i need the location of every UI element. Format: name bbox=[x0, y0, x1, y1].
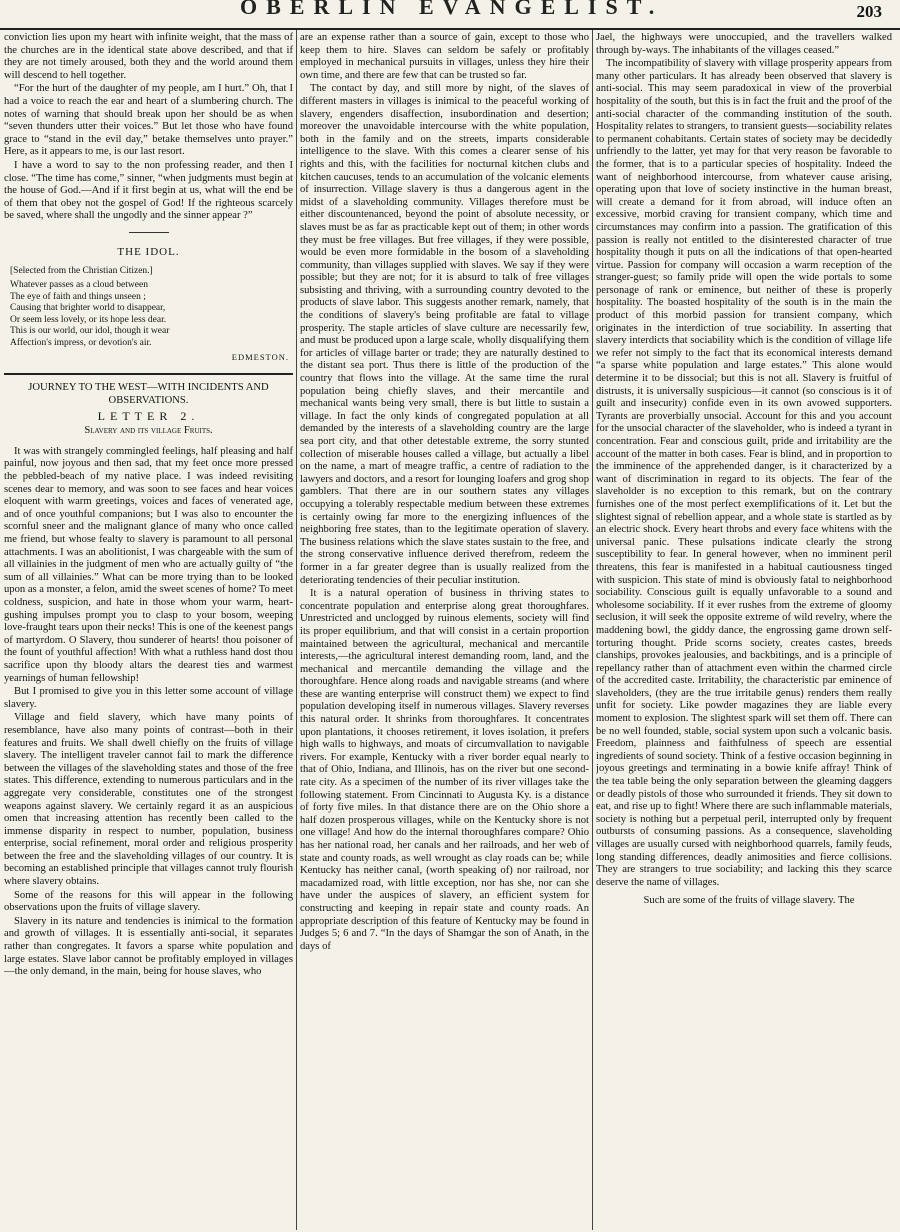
paragraph: But I promised to give you in this letter some account of village slavery. bbox=[4, 686, 293, 710]
article-title: JOURNEY TO THE WEST—WITH INCIDENTS AND OBSERVATIONS. bbox=[28, 381, 269, 406]
column-divider bbox=[592, 30, 593, 1230]
paragraph: The contact by day, and still more by night, of the slaves of different masters in villages is inimical to the peaceful working of slavery, engenders disaffection, insubordination and desertion; moreover the unavoidable intercourse with the white population, both in the family and on the streets, imparts considerable intelligence to the slave. With this comes a clearer sense of his rights and this, with the facilities for nocturnal kitchen clubs and kitchen caucuses, tends to an accumulation of the volcanic elements of insurrection. Village slavery is thus a dangerous agent in the midst of a slaveholding community. Villages therefore must be either discountenanced, beyond the point of absolute necessity, or slaves must be as far as practicable kept out of them; in other words they must be free villages. But free villages, if they were possible, would be even more formidable in the bosom of a slaveholding community, than villages supplied with slaves. We say if they were possible; but they are not; for it is absurd to talk of free villages subsisting and thriving, with a surrounding country devoted to the products of slave labor. This suggests another remark, namely, that the conditions of slavery's being profitable are fatal to village prosperity. The staple articles of slave culture are necessarily few, and must be produced upon a large scale, wholly disqualifying them for articles of village barter or trade; they are naturally destined to the distant sea port. Thus there is little of the production of the country that flows into the village. At the same time the rural population being chiefly slaves, and their mercantile and mechanical wants being very small, there is but little to sustain a village. In fact the only kinds of congregated population at all demanded by the interests of a slaveholding country are the large sea port city, and that other detestable extreme, the sorry stunted collection of miserable houses called a village, but actually a libel on the name, a mart of meagre traffic, a centre of radiation to the lawyers and doctors, and a resort for lounging loafers and grog shop gamblers. That there are in our southern states any villages occupying a tolerably respectable medium between these extremes is certainly owing far more to the energizing influences of the neighboring free states, than to the legitimate operation of slavery. The business relations which the slave states sustain to the free, and the strong conservative influence derived therefrom, redeem the former in a far greater degree than is usually realized from the deteriorating tendencies of their peculiar institution. bbox=[300, 83, 589, 586]
poem-author: EDMESTON. bbox=[231, 352, 289, 363]
paragraph: “For the hurt of the daughter of my people, am I hurt.” Oh, that I had a voice to reach the ear and heart of a slumbering church. The notes of warning that should break upon her should be as when “seven thunders utter their voices.” But let those who have found grace to “stand in the evil day,” betake themselves unto prayer.” Here, as it appears to me, is our last resort. bbox=[4, 83, 293, 158]
closing-line: Such are some of the fruits of village slavery. The bbox=[643, 895, 855, 907]
paragraph: Jael, the highways were unoccupied, and the travellers walked through by-ways. The inhabitants of the villages ceased.” bbox=[596, 32, 892, 56]
masthead-title: OBERLIN EVANGELIST. bbox=[240, 0, 664, 19]
poem-line: Causing that brighter world to disappear, bbox=[10, 303, 166, 314]
column-divider bbox=[296, 30, 297, 1230]
poem-source: [Selected from the Christian Citizen.] bbox=[10, 265, 153, 276]
paragraph: are an expense rather than a source of gain, except to those who keep them to hire. Slaves can seldom be safely or profitably employed in mechanical pursuits in villages, unless they hire their own time, and there are few that can be trusted so far. bbox=[300, 32, 589, 81]
paragraph: Slavery in its nature and tendencies is inimical to the formation and growth of villages. It is essentially anti-social, it separates rather than congregates. It favors a sparse white population and large estates. Slave labor cannot be profitably employed in villages—the only demand, in the main, being for house slaves, who bbox=[4, 915, 293, 978]
poem-title: THE IDOL. bbox=[117, 245, 180, 258]
paragraph: The incompatibility of slavery with village prosperity appears from many other particulars. It has already been observed that slavery is anti-social. This may seem paradoxical in view of the proverbial hospitality of the south, but this is in fact the fruit and the proof of the anti-social character of the commanding institution of the south. Hospitality relates to strangers, to transient guests—sociability relates to permanent cohabitants. Certain states of society may be decidedly unfriendly to the latter, yet may for that very reason be favorable to the former, that is to a particular species of hospitality. Indeed the want of neighborhood intercourse, from whatever cause arising, operating upon that love of society instinctive in the human breast, will create a demand for it from abroad, will induce often an excessive, morbid craving for transient company, which time and circumstances may confirm into a passion. The gratification of this passion is really not entitled to the disinterested character of true hospitality though it puts on all the indications of that open-hearted virtue. Passion for company will occasion a warm reception of the stranger-guest; so family pride will open the wide portals to some personage of rank or eminence, but neither of these is properly hospitality. The boasted hospitality of the south is in the main the product of this morbid passion for transient company, which originates in the interdiction of true sociability. In asserting that slavery interdicts that sociability which is the condition of village life we refer not simply to the fact that its economical interests demand “a sparse white population and large estates.” This alone would determine it to be dissocial; but this is not all. Slavery is fruitful of distrusts, it is universally suspicious—it cannot (so conscious is it of guilt and insecurity) confide even in its own avowed supporters. Tyrants are proverbially unsocial. Account for this and you account for the unsocial character of the slaveholder, who is indeed a tyrant in concentration. Fear and conscious guilt, pride and irritability are the account of the matter in both cases. Fear is blind, and in proportion to the imminence of the apprehended danger, is it characterized by a want of discrimination in regard to its objects. The fear of the slaveholder is no exception to this remark, but on the contrary furnishes one of the most perfect exemplifications of it. Let but the slightest signal of rebellion appear, and a whole state is startled as by an electric shock. Every heart throbs and every face whitens with the universal panic. These pulsations indicate clearly the strong susceptibility to fear. In general however, when no imminent peril threatens, this fear is manifested in a habitual cautiousness tinged with suspicion. This state of mind is obviously fatal to neighborhood sociability. Conscious guilt is equally unfavorable to a sound and wholesome sociability. If it ever rushes from the extreme of gloomy seclusion, it will seek the opposite extreme of wild revelry, where the maddening bowl, the giddy dance, the engrossing game drown self-torturing thought. Pride scorns society, creates castes, breeds clanships, provokes jealousies, and backbitings, and is a principle of repellancy rather than of attachment even within the charmed circle of the accredited caste. Irritability, the characteristic par eminence of slaveholders, (they are the true irritabile genus) renders them really unfit for society. Like powder magazines they are liable every moment to explosion. The slightest spark will set them off. There can be no well founded, stable, social system upon such a volcanic basis. Freedom, plainness and faithfulness of speech are essential ingredients of sound society. Think of a festive occasion beginning in joyous greetings and terminating in a bowie knife affray! Think of the tea table being the only separation between the gleaming daggers or deadly pistols of those who surrounded it friends. They sit down to eat, and rise up to fight! Where there are such inflammable materials, society is nothing but a perpetual peril, interrupted only by frequent outbursts of consuming passions. As a consequence, slaveholding villages are usually cursed with neighborhood quarrels, family feuds, long standing differences, deadly animosities and fierce collisions. They are strangers to true sociability; and lacking this they scarce deserve the name of villages. bbox=[596, 58, 892, 888]
paragraph: conviction lies upon my heart with infinite weight, that the mass of the churches are in the identical state above described, and that if they are not timely aroused, both they and the world around them will descend to hell together. bbox=[4, 32, 293, 81]
poem-line: Affection's impress, or devotion's air. bbox=[10, 337, 152, 348]
article-divider bbox=[4, 373, 293, 375]
masthead bbox=[0, 0, 900, 30]
paragraph: Some of the reasons for this will appear in the following observations upon the fruits of village slavery. bbox=[4, 889, 293, 914]
paragraph: Village and field slavery, which have many points of resemblance, have also many points of contrast—both in their features and fruits. We shall dwell chiefly on the fruits of village slavery. The intelligent traveler cannot fail to mark the difference between the villages of the slaveholding states and those of the free states. This difference, extending to numerous particulars and in the aggregate very considerable, constitutes one of the strongest weapons against slavery. We certainly regard it as an auspicious omen that increasing attention has recently been called to the immense disparity in respect to number, population, business enterprise, social refinement, moral order and religious prosperity between the free and the slaveholding villages of our country. It is becoming an established principle that villages cannot truly flourish where slavery obtains. bbox=[4, 712, 293, 888]
poem-line: Or seem less lovely, or its hope less dear. bbox=[10, 314, 167, 325]
column-2 bbox=[300, 32, 589, 1228]
poem-line: Whatever passes as a cloud between bbox=[10, 280, 148, 291]
paragraph: It is a natural operation of business in thriving states to concentrate population and enterprise along great thoroughfares. Unrestricted and unclogged by ruinous elements, society will find its proper equilibrium, and that will consist in a certain proportion maintained between the agricultural, mechanical and mercantile interests,—the agricultural interest demanding room, land, and the mechanical and mercantile demanding the village and the thoroughfare. Hence along roads and navigable streams (and where these are wanting enterprise will construct them) we expect to find population developing itself in numerous villages. Slavery reverses this natural order. It shrinks from thoroughfares. It concentrates upon plantations, it chooses retirement, it loves isolation, it prefers high walls to highways, and moats of circumvallation to navigable rivers. For example, Kentucky with a river border equal nearly to that of Ohio, Indiana, and Illinois, has on the river but one second-rate city. As a specimen of the number of its river villages take the following statement. From Cincinnati to Augusta Ky. is a distance of forty five miles. In that distance there are on the Ohio shore a half dozen prosperous villages, while on the Kentucky shore is not one village! And how do the internal thoroughfares compare? Ohio has her national road, her canals and her railroads, and her web of state and county roads, as well wrought as clay roads can be; while Kentucky has neither canal, (worth speaking of) nor railroad, nor macadamized road, with little exception, nor has she, nor can she have under the auspices of slavery, an efficient system for constructing and keeping in repair state and county roads. An appropriate description of this feature of Kentucky may be found in Judges 5; 6 and 7. “In the days of Shamgar the son of Anath, in the days of bbox=[300, 588, 589, 952]
letter-heading: LETTER 2. bbox=[97, 408, 200, 423]
poem-line: This is our world, our idol, though it wear bbox=[10, 326, 170, 337]
column-1 bbox=[4, 32, 293, 1228]
poem-line: The eye of faith and things unseen ; bbox=[10, 291, 146, 302]
paragraph: It was with strangely commingled feelings, half pleasing and half painful, now joyous and then sad, that my feet once more pressed the pebbled-beach of my native place. I was indeed revisiting scenes dear to memory, and was soon to see faces and hear voices eloquent with warm greetings, voices and faces of venerated age, and of once youthful companions; but I was also to encounter the scornful sneer and the malignant glance of many who once called me friend, but whose fealty to slavery is paramount to all personal attachments. I was an abolitionist, I was chargeable with the sum of all villainies in the judgment of men who are actually guilty of “the sum of all villainies.” What can be more trying than to be looked upon as a monster, a felon, amid the sweet scenes of home? To meet coldness, suspicion, and hate in those whom your warm, heart-gushing impulses prompt you to clasp to your bosom, weeping love-fraught tears upon their necks! This is one of the keenest pangs of martyrdom. O Slavery, thou sunderer of hearts! thou poisoner of the fount of youthful affection! With what a ruthless hand dost thou sacrifice upon thy bloody altars the dearest ties and warmest yearnings of human fellowship! bbox=[4, 445, 293, 684]
paragraph: I have a word to say to the non professing reader, and then I close. “The time has come,” sinner, “when judgments must begin at the house of God.—And if it first begin at us, what will the end be of them that obey not the gospel of God! If the righteous scarcely be saved, where shall the ungodly and the sinner appear ?” bbox=[4, 159, 293, 222]
section-separator bbox=[129, 232, 169, 234]
column-3 bbox=[596, 32, 892, 1228]
page-number: 203 bbox=[856, 2, 882, 21]
article-subtitle: Slavery and its village Fruits. bbox=[84, 425, 213, 437]
